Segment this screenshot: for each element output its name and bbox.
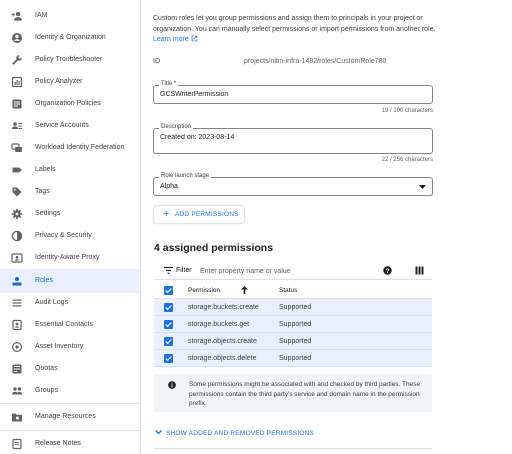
description-field-value: Created on: 2023-08-14 [160,134,235,141]
quota-icon [11,363,23,375]
sidebar-item-label: Essential Contacts [35,321,93,328]
sidebar-item-service-accounts[interactable] [0,114,140,138]
description-field[interactable] [153,124,433,154]
id-label: ID [153,58,160,65]
permission-name: storage.objects.create [188,338,257,345]
row-checkbox[interactable] [164,320,173,329]
title-field-value: GCSWriterPermission [160,91,229,98]
sidebar-item-label: Groups [35,387,58,394]
select-all-checkbox[interactable] [164,286,173,295]
dropdown-arrow-icon [419,185,426,189]
federation-icon [11,142,23,154]
permission-name: storage.buckets.create [188,304,259,311]
table-row[interactable] [154,350,432,367]
wrench-icon [11,54,23,66]
sidebar-item-identity-aware-proxy[interactable] [0,246,140,270]
chevron-down-icon [155,430,162,435]
sidebar-item-label: Audit Logs [35,299,69,306]
add-permissions-button[interactable] [154,206,244,223]
sidebar-item-identity-organization[interactable] [0,26,140,50]
sidebar-item-label: Labels [35,166,56,173]
permission-status: Supported [279,355,312,362]
description-char-counter: 22 / 256 characters [381,157,433,163]
sort-ascending-icon[interactable] [241,286,248,294]
list-icon [11,297,23,309]
svg-text:?: ? [385,267,390,275]
launch-stage-select[interactable] [153,173,433,196]
column-header-permission[interactable]: Permission [188,287,221,294]
learn-more-label: Learn more [153,36,189,43]
table-row[interactable] [154,316,432,333]
help-icon[interactable] [383,266,392,275]
sidebar-item-policy-analyzer[interactable] [0,70,140,94]
title-field-label: Title * [161,81,177,87]
sidebar-item-roles[interactable] [0,269,140,293]
sidebar-item-iam[interactable] [0,4,140,28]
assigned-permissions-heading: 4 assigned permissions [154,242,274,254]
label-icon [11,164,23,176]
third-party-info-box [154,374,432,412]
column-header-status: Status [279,287,298,294]
edit-role-form [141,0,512,454]
tag-icon [11,186,23,198]
policy-list-icon [11,98,23,110]
sidebar-divider [0,403,140,404]
sidebar-item-labels[interactable] [0,158,140,182]
table-row[interactable] [154,333,432,350]
sidebar-item-label: IAM [35,12,48,19]
folder-gear-icon [11,411,23,423]
permissions-table-header [154,282,432,299]
inventory-icon [11,341,23,353]
analyzer-icon [11,76,23,88]
permission-status: Supported [279,304,312,311]
sidebar-item-label: Privacy & Security [35,232,92,239]
title-field[interactable] [153,81,433,104]
sidebar-item-settings[interactable] [0,202,140,226]
sidebar-item-label: Service Accounts [35,122,89,129]
sidebar-item-label: Quotas [35,365,58,372]
sidebar-item-label: Manage Resources [35,413,96,420]
sidebar-item-privacy-security[interactable] [0,224,140,248]
row-checkbox[interactable] [164,337,173,346]
external-link-icon [191,35,198,42]
sidebar-item-audit-logs[interactable] [0,291,140,315]
account-circle-icon [11,32,23,44]
permission-name: storage.objects.delete [188,355,257,362]
add-permissions-label: ADD PERMISSIONS [175,211,239,218]
sidebar-item-label: Release Notes [35,440,81,447]
sidebar-item-label: Identity & Organization [35,34,106,41]
gear-icon [11,208,23,220]
filter-input[interactable] [200,266,370,276]
service-account-icon [11,120,23,132]
row-checkbox[interactable] [164,303,173,312]
info-text: Some permissions might be associated with and checked by third parties. These permissions contain the third party's service and domain name in the permission prefix. [189,381,421,407]
show-added-removed-label: SHOW ADDED AND REMOVED PERMISSIONS [166,430,315,437]
groups-icon [11,385,23,397]
person-add-icon [11,10,23,22]
sidebar-item-label: Roles [35,277,53,284]
sidebar-item-label: Organization Policies [35,100,101,107]
intro-description: Custom roles let you group permissions and assign them to principals in your project or organization. You can manually select permissions or import permissions from another role. [153,15,436,33]
permission-status: Supported [279,321,312,328]
permission-name: storage.buckets.get [188,321,250,328]
description-field-label: Description [161,124,192,130]
sidebar-item-label: Asset Inventory [35,343,84,350]
contacts-icon [11,319,23,331]
filter-bar [154,262,432,280]
sidebar-item-label: Tags [35,188,50,195]
intro-text [153,14,443,46]
sidebar-item-policy-troubleshooter[interactable] [0,48,140,72]
notes-icon [11,438,23,450]
sidebar-item-manage-resources[interactable] [0,405,140,429]
table-row[interactable] [154,299,432,316]
sidebar-item-asset-inventory[interactable] [0,335,140,359]
shield-icon [11,230,23,242]
row-checkbox[interactable] [164,354,173,363]
filter-icon [164,267,173,274]
sidebar-item-workload-identity-federation[interactable] [0,136,140,160]
roles-icon [11,275,23,287]
sidebar-item-tags[interactable] [0,180,140,204]
launch-stage-label: Role launch stage [161,173,210,179]
sidebar-item-essential-contacts[interactable] [0,313,140,337]
column-display-icon[interactable] [415,266,424,275]
filter-label: Filter [176,267,192,274]
permission-status: Supported [279,338,312,345]
info-icon [168,381,176,389]
sidebar-item-groups[interactable] [0,379,140,403]
sidebar-divider [0,430,140,431]
sidebar-item-label: Settings [35,210,61,217]
sidebar [0,0,141,454]
plus-icon: + [163,208,170,220]
sidebar-item-organization-policies[interactable] [0,92,140,116]
sidebar-item-label: Identity-Aware Proxy [35,254,100,261]
sidebar-item-release-notes[interactable] [0,432,140,454]
sidebar-item-label: Policy Troubleshooter [35,56,103,63]
learn-more-link[interactable] [153,36,198,43]
sidebar-item-quotas[interactable] [0,357,140,381]
sidebar-item-label: Policy Analyzer [35,78,83,85]
sidebar-item-label: Workload Identity Federation [35,144,125,151]
launch-stage-value: Alpha [160,183,178,190]
role-id-value: projects/nitin-infra-1482/roles/CustomRole780 [244,58,387,65]
proxy-icon [11,252,23,264]
title-char-counter: 19 / 100 characters [381,108,433,114]
section-divider [154,448,432,449]
